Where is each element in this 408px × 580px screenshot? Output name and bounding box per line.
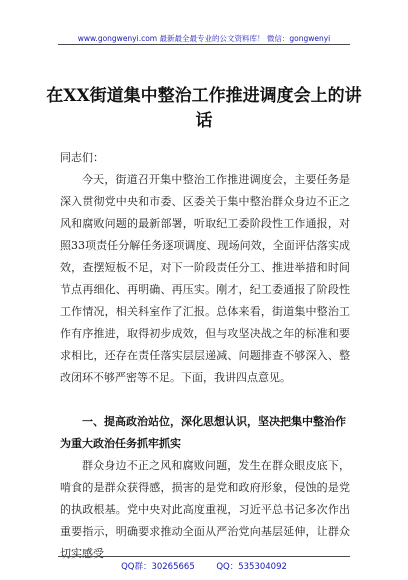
footer-contact-text: QQ群：30265665 QQ：535304092	[121, 562, 287, 572]
salutation: 同志们：	[60, 151, 104, 164]
section-heading-1: 一、提高政治站位，深化思想认识，坚决把集中整治作为重大政治任务抓牢抓实	[60, 415, 346, 450]
page-header	[0, 0, 408, 46]
body-paragraph-1: 今天，街道召开集中整治工作推进调度会，主要任务是深入贯彻党中央和市委、区委关于集中整治群众身边不正之风和腐败问题的最新部署，听取纪工委阶段性工作通报，对照33项责任分解任务逐项调度、现场问效，全面评估落实成效，查摆短板不足，对下一阶段责任分工、推进举措和时间节点再细化、再明确、再压实。刚才，纪工委通报了阶段性工作情况，相关科室作了汇报。总体来看，街道集中整治工作有序推进，取得初步成效，但与攻坚决战之年的标准和要求相比，还存在责任落实层层递减、问题排查不够深入、整改闭环不够严密等不足。下面，我讲四点意见。	[60, 173, 350, 384]
header-website-text: www.gongwenyi.com 最新最全最专业的公文资料库！ 微信：gongwenyi	[77, 34, 331, 43]
footer-divider	[58, 556, 350, 557]
body-paragraph-2: 群众身边不正之风和腐败问题，发生在群众眼皮底下，啃食的是群众获得感，损害的是党和政府形象，侵蚀的是党的执政根基。党中央对此高度重视，习近平总书记多次作出重要指示，明确要求推动全面从严治党向基层延伸，让群众切实感受	[60, 459, 350, 560]
document-title: 在XX街道集中整治工作推进调度会上的讲话	[46, 86, 362, 131]
header-divider	[58, 44, 350, 45]
page-footer	[0, 556, 408, 580]
